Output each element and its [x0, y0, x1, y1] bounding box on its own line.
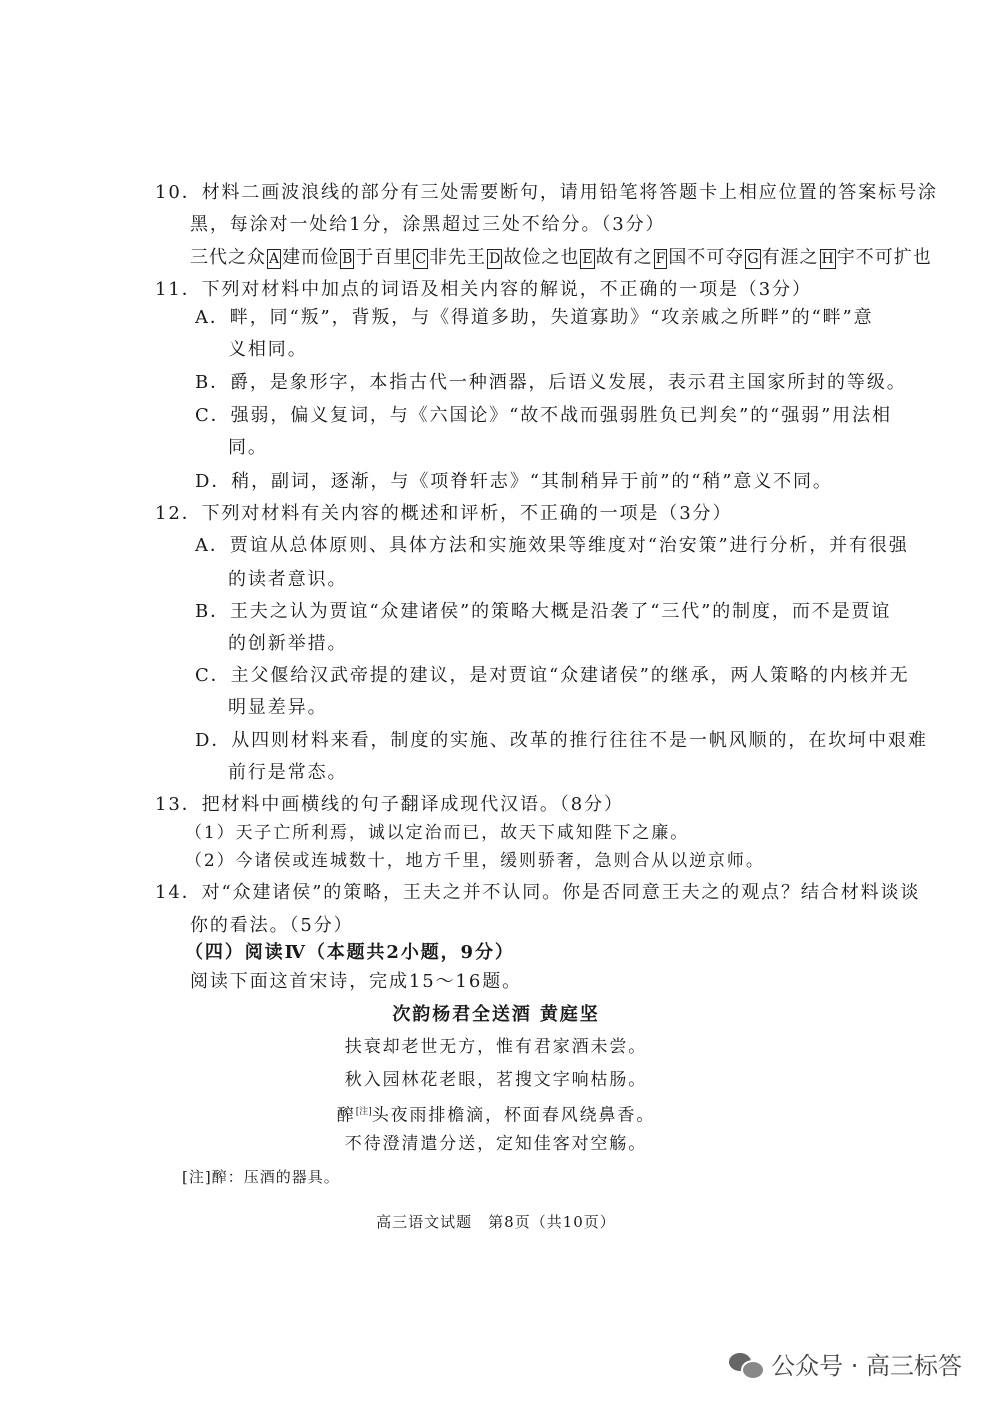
- q10-sentence: [190, 247, 932, 269]
- section-4-title: （四）阅读Ⅳ（本题共2小题，9分）: [185, 942, 515, 963]
- segment: 非先王: [429, 247, 487, 268]
- segment: 宇不可扩也: [836, 247, 932, 268]
- q13-sentence-1: （1）天子亡所利焉，诚以定治而已，故天下咸知陛下之廉。: [185, 823, 690, 843]
- mark-h[interactable]: H: [821, 251, 834, 267]
- mark-a[interactable]: A: [269, 251, 280, 267]
- poem-line: 秋入园林花老眼，茗搜文字响枯肠。: [344, 1070, 648, 1090]
- segment: 故有之: [595, 247, 653, 268]
- note-mark: [注]: [355, 1107, 372, 1117]
- poem-heading: [0, 1004, 992, 1026]
- q11-option-c-cont: 同。: [228, 437, 268, 458]
- page-footer: 高三语文试题 第8页（共10页）: [376, 1213, 616, 1231]
- q12-option-c: C．主父偃给汉武帝提的建议，是对贾谊“众建诸侯”的继承，两人策略的内核并无: [195, 665, 910, 686]
- segment: 有涯之: [761, 247, 819, 268]
- q11-option-a-cont: 义相同。: [228, 339, 308, 360]
- mark-e[interactable]: E: [582, 251, 593, 267]
- mark-g[interactable]: G: [747, 251, 759, 267]
- poem-line: 扶衰却老世无方，惟有君家酒未尝。: [344, 1037, 648, 1057]
- poem-line3-head: 醡: [336, 1105, 356, 1126]
- segment: 于百里: [355, 247, 413, 268]
- poem-note: [注]醡：压酒的器具。: [182, 1168, 340, 1186]
- q12-option-c-cont: 明显差异。: [228, 697, 328, 718]
- poem-line: [0, 1101, 992, 1127]
- q12-option-b: B．王夫之认为贾谊“众建诸侯”的策略大概是沿袭了“三代”的制度，而不是贾谊: [195, 601, 892, 622]
- q13-stem: 13．把材料中画横线的句子翻译成现代汉语。（8分）: [155, 794, 624, 815]
- q14-line1: 14．对“众建诸侯”的策略，王夫之并不认同。你是否同意王夫之的观点？结合材料谈谈: [155, 882, 921, 903]
- segment: 三代之众: [190, 247, 266, 268]
- mark-b[interactable]: B: [342, 251, 353, 267]
- section-4-intro: 阅读下面这首宋诗，完成15～16题。: [190, 971, 523, 992]
- q13-sentence-2: （2）今诸侯或连城数十，地方千里，缓则骄奢，急则合从以逆京师。: [185, 851, 765, 871]
- poem-line3-rest: 头夜雨排檐滴，杯面春风绕鼻香。: [371, 1105, 656, 1126]
- q12-option-d: D．从四则材料来看，制度的实施、改革的推行往往不是一帆风顺的，在坎坷中艰难: [195, 730, 928, 751]
- poem-title: 次韵杨君全送酒: [392, 1004, 532, 1025]
- poem-author: 黄庭坚: [539, 1004, 600, 1025]
- q12-option-d-cont: 前行是常态。: [228, 762, 348, 783]
- q11-option-d: D．稍，副词，逐渐，与《项脊轩志》“其制稍异于前”的“稍”意义不同。: [195, 471, 833, 492]
- mark-f[interactable]: F: [655, 251, 666, 267]
- segment: 国不可夺: [668, 247, 745, 268]
- q12-option-a: A．贾谊从总体原则、具体方法和实施效果等维度对“治安策”进行分析，并有很强: [195, 535, 909, 556]
- segment: 建而俭: [282, 247, 340, 268]
- q10-line1: 10．材料二画波浪线的部分有三处需要断句，请用铅笔将答题卡上相应位置的答案标号涂: [155, 182, 938, 203]
- q14-line2: 你的看法。（5分）: [190, 915, 354, 936]
- mark-d[interactable]: D: [489, 251, 501, 267]
- watermark: [729, 1346, 962, 1381]
- q12-stem: 12．下列对材料有关内容的概述和评析，不正确的一项是（3分）: [155, 503, 733, 524]
- mark-c[interactable]: C: [415, 251, 427, 267]
- watermark-text: 公众号 · 高三标答: [771, 1352, 962, 1380]
- q12-option-a-cont: 的读者意识。: [228, 569, 348, 590]
- q11-option-b: B．爵，是象形字，本指古代一种酒器，后语义发展，表示君主国家所封的等级。: [195, 372, 907, 393]
- q12-option-b-cont: 的创新举措。: [228, 633, 348, 654]
- wechat-icon: [729, 1351, 763, 1377]
- q10-line2: 黑，每涂对一处给1分，涂黑超过三处不给分。（3分）: [190, 214, 666, 235]
- q11-option-a: A．畔，同“叛”，背叛，与《得道多助，失道寡助》“攻亲戚之所畔”的“畔”意: [195, 307, 874, 328]
- q11-option-c: C．强弱，偏义复词，与《六国论》“故不战而强弱胜负已判矣”的“强弱”用法相: [195, 405, 892, 426]
- segment: 故俭之也: [503, 247, 580, 268]
- q11-stem: 11．下列对材料中加点的词语及相关内容的解说，不正确的一项是（3分）: [155, 279, 812, 300]
- poem-line: 不待澄清遣分送，定知佳客对空觞。: [344, 1134, 648, 1154]
